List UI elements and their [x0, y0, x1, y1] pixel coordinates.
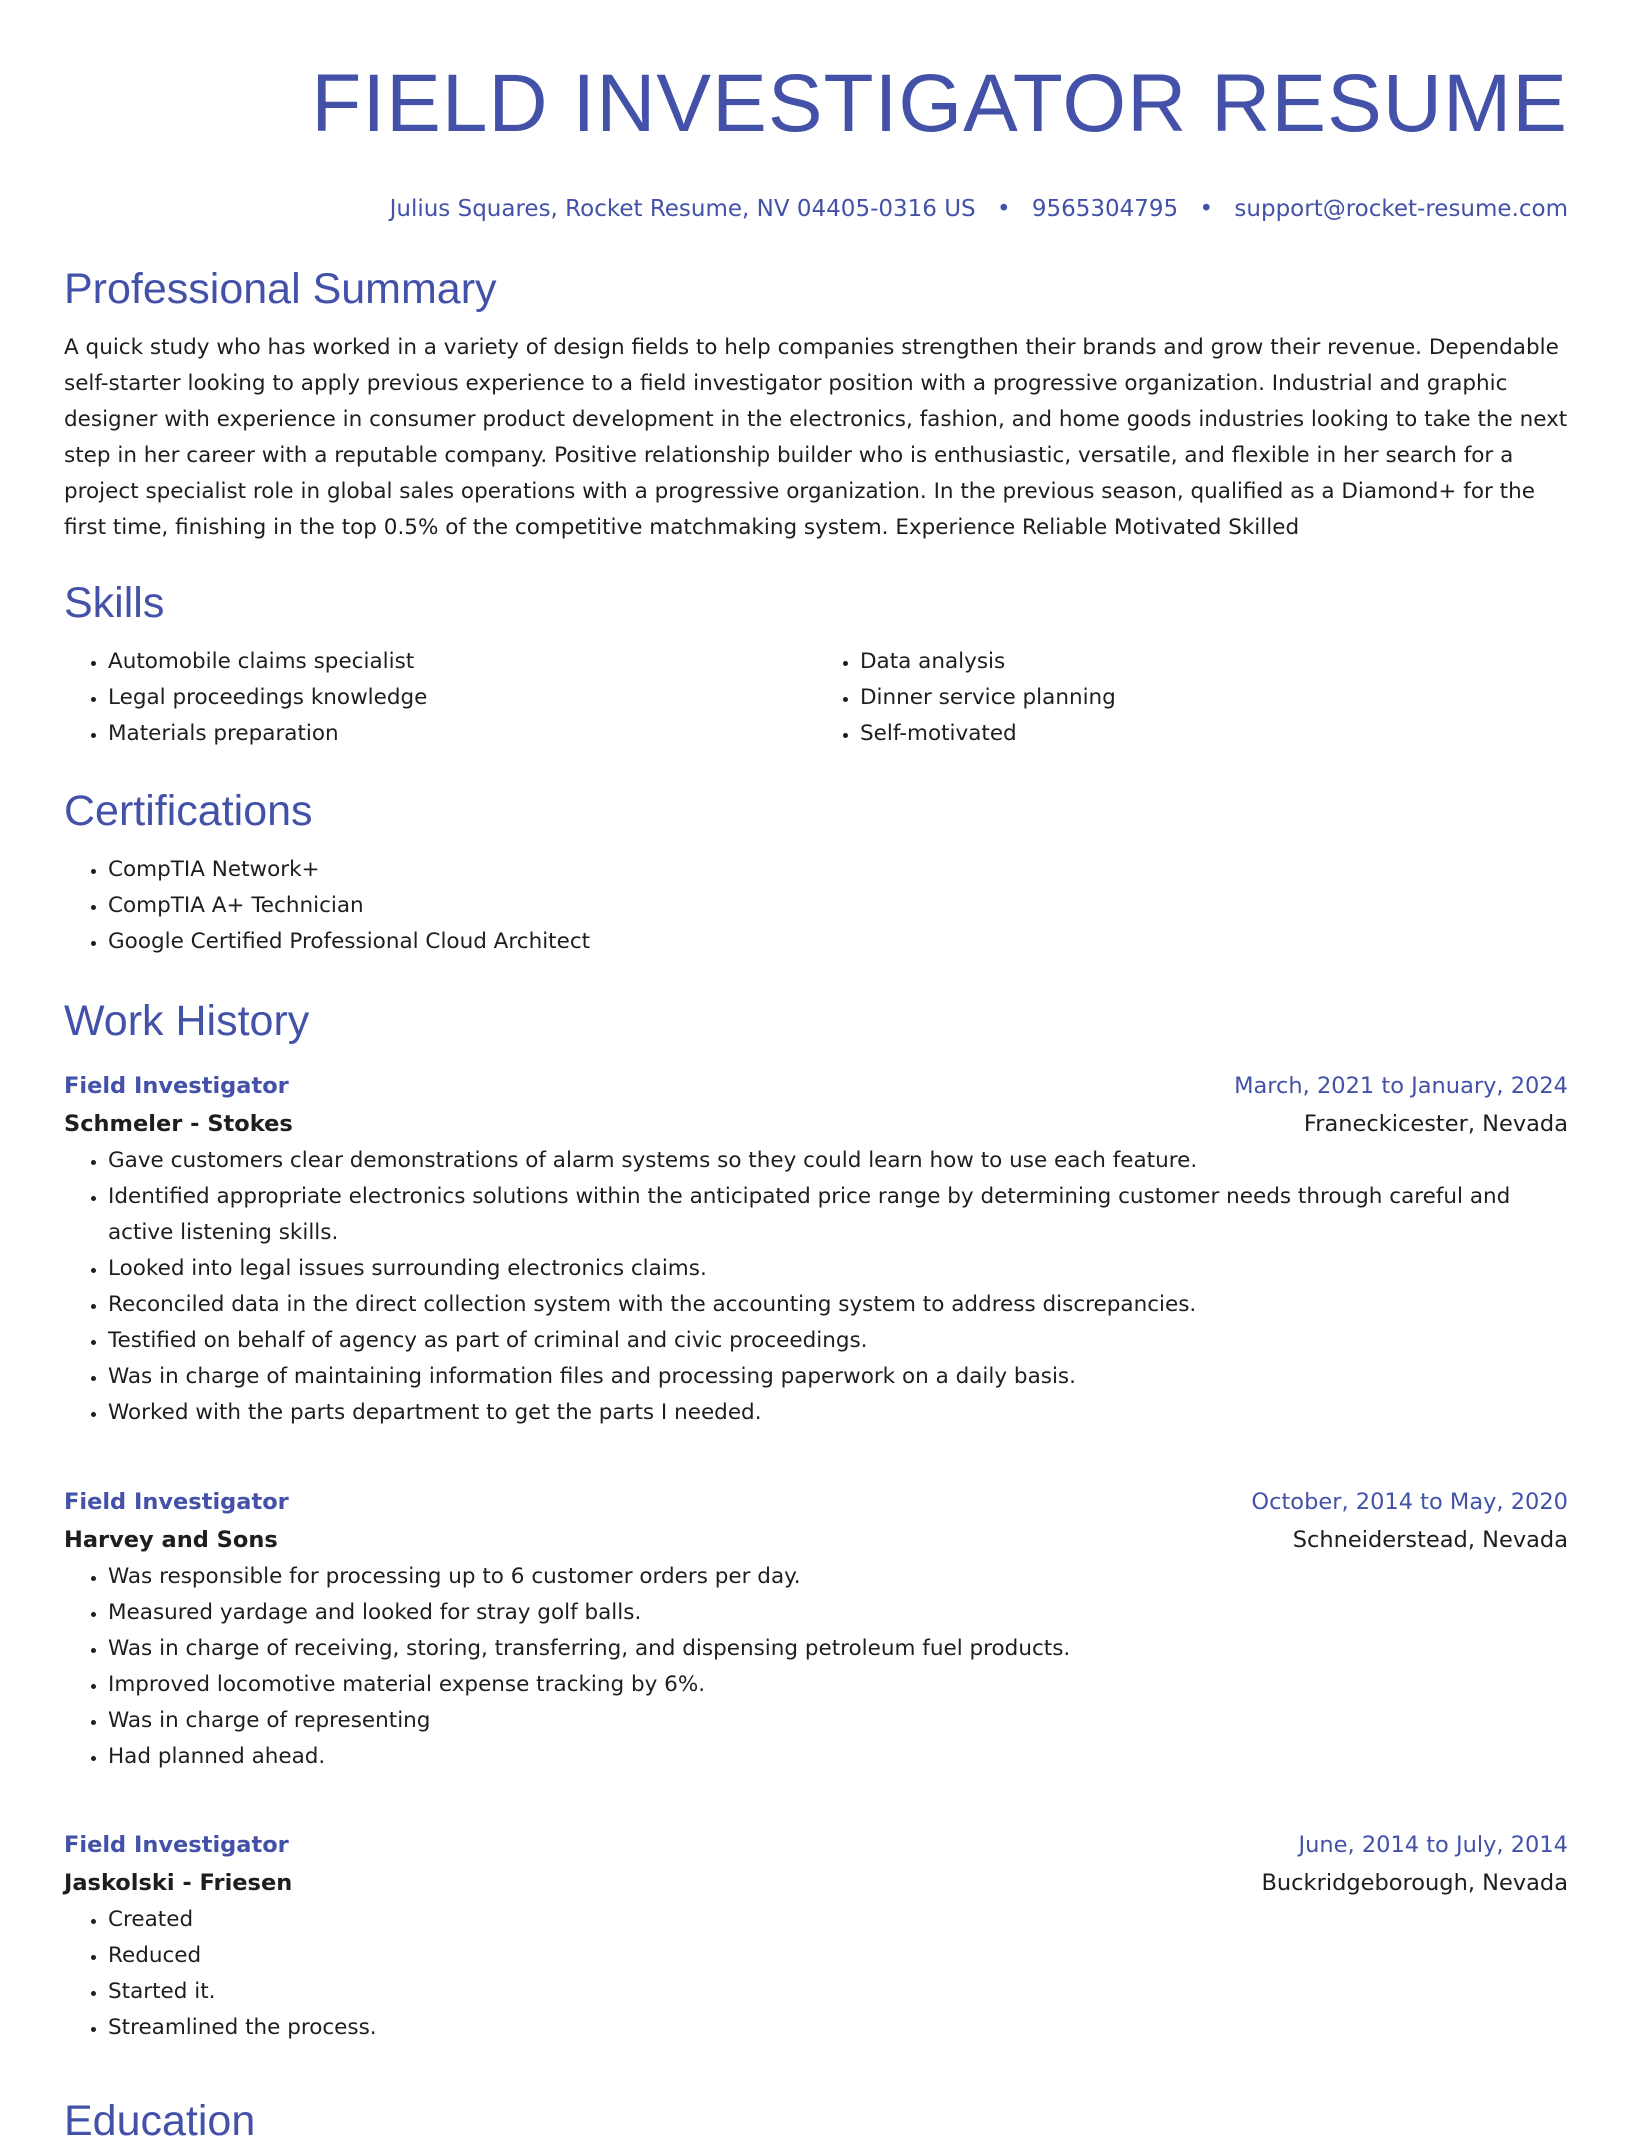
job-bullet-list: [64, 1902, 1568, 2046]
job-company: Schmeler - Stokes: [64, 1111, 293, 1137]
job-bullet: • Created: [108, 1902, 1568, 1938]
job-bullet-list: [64, 1143, 1568, 1431]
certification-item: • CompTIA A+ Technician: [108, 888, 1568, 924]
job-location: Schneiderstead, Nevada: [1292, 1527, 1568, 1553]
job-title: Field Investigator: [64, 1073, 289, 1099]
job-title-row: [64, 1826, 1568, 1864]
resume-title: FIELD INVESTIGATOR RESUME: [311, 58, 1568, 149]
contact-address: Julius Squares, Rocket Resume, NV 04405-0316 US: [389, 196, 976, 222]
contact-separator: •: [1199, 196, 1214, 222]
job-bullet: • Testified on behalf of agency as part of criminal and civic proceedings.: [108, 1323, 1568, 1359]
job-entry: [64, 1826, 1568, 2046]
skills-heading: Skills: [64, 579, 165, 627]
resume-page: [64, 0, 1568, 2145]
job-bullet: • Was in charge of receiving, storing, transferring, and dispensing petroleum fuel products.: [108, 1631, 1568, 1667]
job-bullet: • Gave customers clear demonstrations of alarm systems so they could learn how to use each feature.: [108, 1143, 1568, 1179]
contact-email: support@rocket-resume.com: [1234, 196, 1568, 222]
education-section: [64, 2094, 1568, 2148]
job-bullet: • Identified appropriate electronics solutions within the anticipated price range by determining customer needs through careful and active listening skills.: [108, 1179, 1568, 1251]
job-dates: March, 2021 to January, 2024: [1234, 1073, 1568, 1099]
skill-item: • Legal proceedings knowledge: [108, 680, 816, 716]
skills-list-left: [64, 644, 816, 752]
job-entry: [64, 1067, 1568, 1431]
contact-line: [64, 194, 1568, 224]
job-bullet: • Looked into legal issues surrounding electronics claims.: [108, 1251, 1568, 1287]
job-company-row: [64, 1521, 1568, 1559]
job-title-row: [64, 1483, 1568, 1521]
job-title-row: [64, 1067, 1568, 1105]
summary-section: [64, 262, 1568, 546]
job-bullet: • Had planned ahead.: [108, 1739, 1568, 1775]
certification-item: • CompTIA Network+: [108, 852, 1568, 888]
skills-section: [64, 576, 1568, 752]
certifications-heading: Certifications: [64, 787, 313, 835]
job-bullet: • Worked with the parts department to get the parts I needed.: [108, 1395, 1568, 1431]
job-company-row: [64, 1105, 1568, 1143]
summary-text: A quick study who has worked in a variety of design fields to help companies strengthen their brands and grow their revenue. Dependable self-starter looking to apply previous experience to a field investigator position with a progressive organization. Industrial and graphic designer with experience in consumer product development in the electronics, fashion, and home goods industries looking to take the next step in her career with a reputable company. Positive relationship builder who is enthusiastic, versatile, and flexible in her search for a project specialist role in global sales operations with a progressive organization. In the previous season, qualified as a Diamond+ for the first time, finishing in the top 0.5% of the competitive matchmaking system. Experience Reliable Motivated Skilled: [64, 335, 1568, 540]
certification-item: • Google Certified Professional Cloud Architect: [108, 924, 1568, 960]
job-bullet: • Was responsible for processing up to 6 customer orders per day.: [108, 1559, 1568, 1595]
summary-heading: Professional Summary: [64, 265, 497, 313]
skill-item: • Self-motivated: [860, 716, 1568, 752]
contact-separator: •: [996, 196, 1011, 222]
skill-item: • Materials preparation: [108, 716, 816, 752]
job-location: Franeckicester, Nevada: [1303, 1111, 1568, 1137]
job-company: Jaskolski - Friesen: [64, 1870, 293, 1896]
job-location: Buckridgeborough, Nevada: [1261, 1870, 1568, 1896]
job-bullet: • Reconciled data in the direct collection system with the accounting system to address discrepancies.: [108, 1287, 1568, 1323]
job-bullet-list: [64, 1559, 1568, 1775]
job-title: Field Investigator: [64, 1832, 289, 1858]
job-bullet: • Improved locomotive material expense tracking by 6%.: [108, 1667, 1568, 1703]
job-dates: June, 2014 to July, 2014: [1298, 1832, 1568, 1858]
skills-list-right: [816, 644, 1568, 752]
job-bullet: • Streamlined the process.: [108, 2010, 1568, 2046]
job-company: Harvey and Sons: [64, 1527, 278, 1553]
certifications-section: [64, 784, 1568, 960]
job-bullet: • Measured yardage and looked for stray golf balls.: [108, 1595, 1568, 1631]
job-bullet: • Was in charge of maintaining information files and processing paperwork on a daily basis.: [108, 1359, 1568, 1395]
work-history-heading: Work History: [64, 997, 310, 1045]
resume-header: [64, 0, 1568, 224]
education-heading: Education: [64, 2097, 256, 2145]
skill-item: • Data analysis: [860, 644, 1568, 680]
work-history-section: [64, 994, 1568, 1048]
job-bullet: • Started it.: [108, 1974, 1568, 2010]
job-bullet: • Reduced: [108, 1938, 1568, 1974]
skill-item: • Automobile claims specialist: [108, 644, 816, 680]
job-bullet: • Was in charge of representing: [108, 1703, 1568, 1739]
contact-phone: 9565304795: [1031, 196, 1179, 222]
skill-item: • Dinner service planning: [860, 680, 1568, 716]
job-entry: [64, 1483, 1568, 1775]
job-dates: October, 2014 to May, 2020: [1251, 1489, 1568, 1515]
job-company-row: [64, 1864, 1568, 1902]
skills-grid: [64, 644, 1568, 752]
certifications-list: [64, 852, 1568, 960]
job-title: Field Investigator: [64, 1489, 289, 1515]
